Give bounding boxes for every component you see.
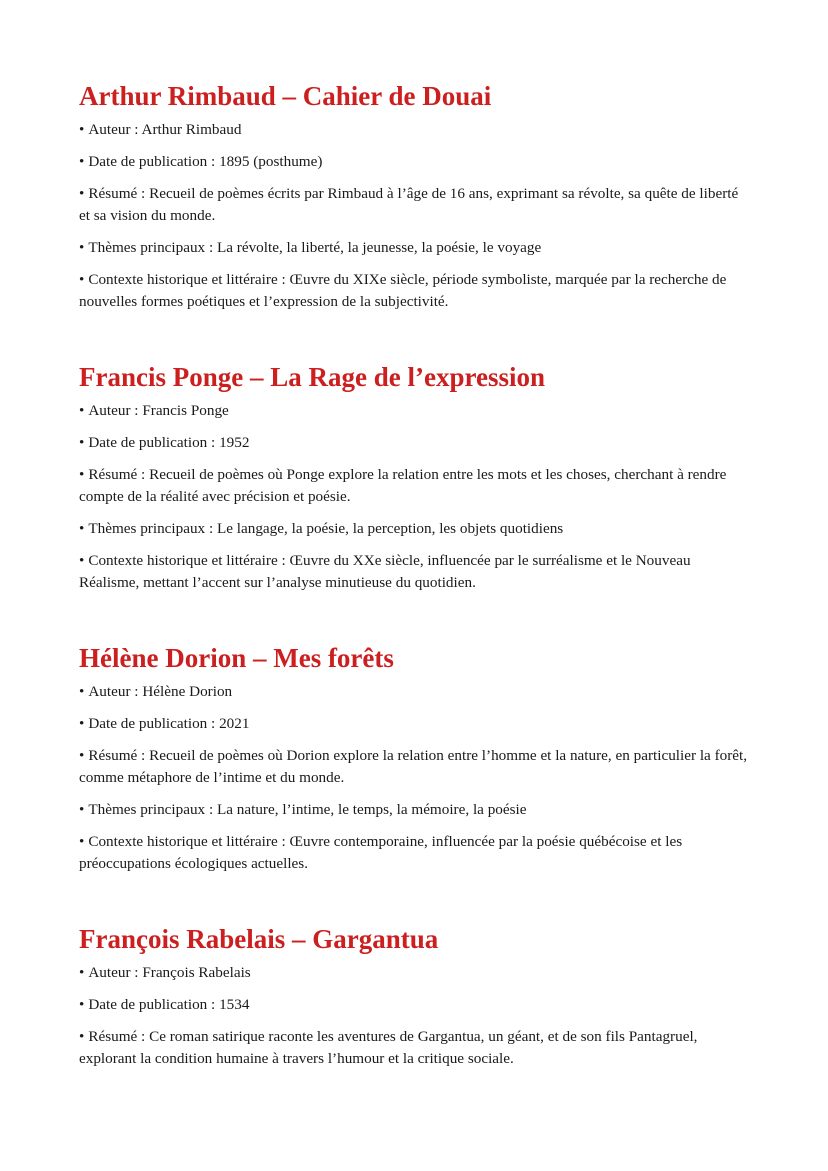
list-item	[79, 745, 751, 789]
item-list	[79, 962, 751, 1070]
bullet-icon: •	[79, 683, 85, 700]
bullet-icon: •	[79, 121, 85, 138]
item-list	[79, 119, 751, 313]
list-item	[79, 464, 751, 508]
bullet-icon: •	[79, 996, 85, 1013]
bullet-icon: •	[79, 833, 85, 850]
list-item	[79, 119, 751, 141]
bullet-icon: •	[79, 520, 85, 537]
section-title: Arthur Rimbaud – Cahier de Douai	[79, 81, 492, 111]
item-text: Contexte historique et littéraire : Œuvre du XXe siècle, influencée par le surréalisme et le Nouveau Réalisme, mettant l’accent sur l’analyse minutieuse du quotidien.	[79, 552, 691, 591]
list-item	[79, 151, 751, 173]
list-item	[79, 269, 751, 313]
item-list	[79, 400, 751, 594]
bullet-icon: •	[79, 801, 85, 818]
bullet-icon: •	[79, 715, 85, 732]
item-text: Auteur : Hélène Dorion	[88, 683, 233, 700]
bullet-icon: •	[79, 552, 85, 569]
item-text: Résumé : Ce roman satirique raconte les aventures de Gargantua, un géant, et de son fils Pantagruel, explorant la condition humaine à travers l’humour et la critique sociale.	[79, 1028, 698, 1067]
section-title: Francis Ponge – La Rage de l’expression	[79, 362, 545, 392]
section-dorion	[79, 642, 751, 875]
list-item	[79, 799, 751, 821]
section-rimbaud	[79, 80, 751, 313]
bullet-icon: •	[79, 239, 85, 256]
list-item	[79, 962, 751, 984]
bullet-icon: •	[79, 964, 85, 981]
item-text: Résumé : Recueil de poèmes écrits par Rimbaud à l’âge de 16 ans, exprimant sa révolte, sa quête de liberté et sa vision du monde.	[79, 185, 739, 224]
item-text: Auteur : François Rabelais	[88, 964, 251, 981]
item-text: Contexte historique et littéraire : Œuvre du XIXe siècle, période symboliste, marquée par la recherche de nouvelles formes poétiques et l’expression de la subjectivité.	[79, 271, 727, 310]
item-text: Résumé : Recueil de poèmes où Ponge explore la relation entre les mots et les choses, cherchant à rendre compte de la réalité avec précision et poésie.	[79, 466, 727, 505]
item-text: Thèmes principaux : La nature, l’intime, le temps, la mémoire, la poésie	[88, 801, 527, 818]
item-text: Date de publication : 1952	[88, 434, 250, 451]
bullet-icon: •	[79, 747, 85, 764]
list-item	[79, 432, 751, 454]
list-item	[79, 518, 751, 540]
section-title: François Rabelais – Gargantua	[79, 924, 439, 954]
item-text: Thèmes principaux : Le langage, la poésie, la perception, les objets quotidiens	[88, 520, 564, 537]
bullet-icon: •	[79, 153, 85, 170]
item-text: Auteur : Francis Ponge	[88, 402, 229, 419]
item-text: Résumé : Recueil de poèmes où Dorion explore la relation entre l’homme et la nature, en particulier la forêt, comme métaphore de l’intime et du monde.	[79, 747, 748, 786]
item-list	[79, 681, 751, 875]
item-text: Contexte historique et littéraire : Œuvre contemporaine, influencée par la poésie québécoise et les préoccupations écologiques actuelles.	[79, 833, 683, 872]
section-title: Hélène Dorion – Mes forêts	[79, 643, 394, 673]
item-text: Date de publication : 1534	[88, 996, 250, 1013]
list-item	[79, 183, 751, 227]
list-item	[79, 713, 751, 735]
list-item	[79, 994, 751, 1016]
bullet-icon: •	[79, 271, 85, 288]
bullet-icon: •	[79, 402, 85, 419]
item-text: Auteur : Arthur Rimbaud	[88, 121, 242, 138]
list-item	[79, 831, 751, 875]
bullet-icon: •	[79, 434, 85, 451]
list-item	[79, 550, 751, 594]
list-item	[79, 681, 751, 703]
list-item	[79, 400, 751, 422]
section-rabelais	[79, 923, 751, 1070]
bullet-icon: •	[79, 185, 85, 202]
item-text: Date de publication : 2021	[88, 715, 250, 732]
item-text: Thèmes principaux : La révolte, la liberté, la jeunesse, la poésie, le voyage	[88, 239, 542, 256]
bullet-icon: •	[79, 466, 85, 483]
section-ponge	[79, 361, 751, 594]
item-text: Date de publication : 1895 (posthume)	[88, 153, 323, 170]
bullet-icon: •	[79, 1028, 85, 1045]
list-item	[79, 237, 751, 259]
list-item	[79, 1026, 751, 1070]
